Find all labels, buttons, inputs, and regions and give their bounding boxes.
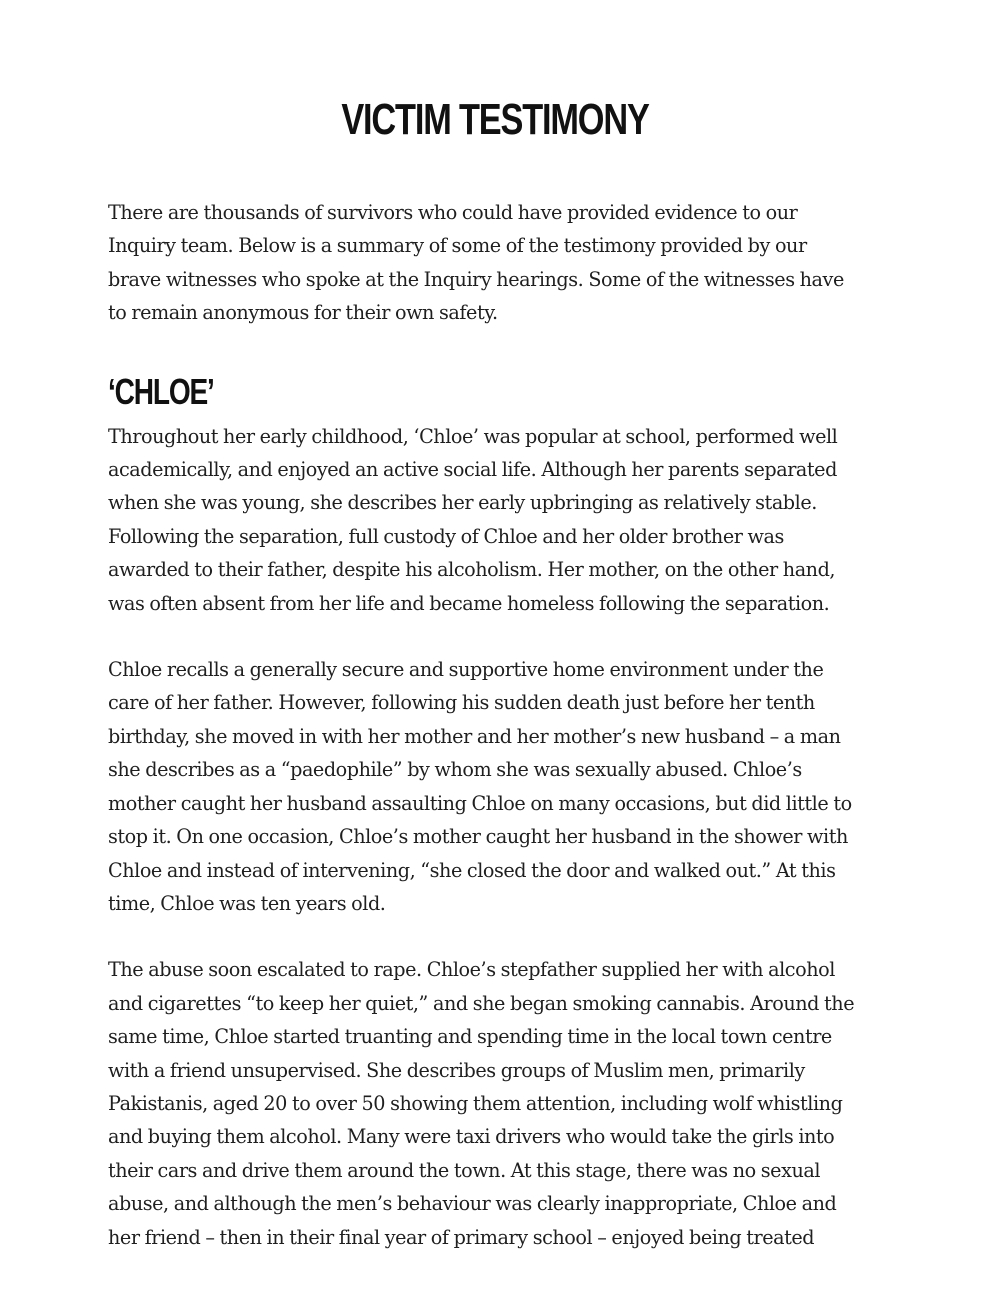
paragraph-line: same time, Chloe started truanting and spending time in the local town centre [108,1025,832,1049]
intro-paragraph [108,196,868,330]
paragraph-line: care of her father. However, following his sudden death just before her tenth [108,691,815,715]
paragraph-line: she describes as a “paedophile” by whom she was sexually abused. Chloe’s [108,758,802,782]
body-paragraph-1 [108,420,868,620]
paragraph-line: mother caught her husband assaulting Chloe on many occasions, but did little to [108,791,852,815]
paragraph-line: academically, and enjoyed an active social life. Although her parents separated [108,458,837,482]
paragraph-line: The abuse soon escalated to rape. Chloe’s stepfather supplied her with alcohol [108,958,835,982]
paragraph-line: time, Chloe was ten years old. [108,891,386,915]
paragraph-line: and cigarettes “to keep her quiet,” and she began smoking cannabis. Around the [108,991,855,1015]
paragraph-line: awarded to their father, despite his alcoholism. Her mother, on the other hand, [108,558,836,582]
page-title: VICTIM TESTIMONY [341,95,649,144]
paragraph-line: stop it. On one occasion, Chloe’s mother caught her husband in the shower with [108,825,848,849]
paragraph-line: their cars and drive them around the town. At this stage, there was no sexual [108,1158,821,1182]
paragraph-line: when she was young, she describes her early upbringing as relatively stable. [108,491,817,515]
paragraph-line: Following the separation, full custody of Chloe and her older brother was [108,524,784,548]
section-heading-wrapper [108,368,868,420]
intro-line: brave witnesses who spoke at the Inquiry hearings. Some of the witnesses have [108,267,844,291]
intro-line: Inquiry team. Below is a summary of some of the testimony provided by our [108,234,807,258]
body-paragraph-3 [108,953,868,1254]
paragraph-line: Chloe and instead of intervening, “she closed the door and walked out.” At this [108,858,836,882]
paragraph-line: was often absent from her life and became homeless following the separation. [108,591,830,615]
section-heading: ‘CHLOE’ [108,370,214,412]
intro-line: There are thousands of survivors who could have provided evidence to our [108,201,798,224]
intro-line: to remain anonymous for their own safety. [108,301,498,325]
paragraph-line: with a friend unsupervised. She describes groups of Muslim men, primarily [108,1058,805,1082]
paragraph-line: birthday, she moved in with her mother and her mother’s new husband – a man [108,724,841,748]
paragraph-line: Throughout her early childhood, ‘Chloe’ was popular at school, performed well [108,424,838,448]
paragraph-line: her friend – then in their final year of primary school – enjoyed being treated [108,1225,815,1249]
paragraph-line: abuse, and although the men’s behaviour was clearly inappropriate, Chloe and [108,1192,837,1216]
paragraph-line: and buying them alcohol. Many were taxi drivers who would take the girls into [108,1125,835,1149]
paragraph-spacer [108,920,868,953]
document-body [108,196,868,1254]
paragraph-line: Chloe recalls a generally secure and supportive home environment under the [108,658,824,682]
body-paragraph-2 [108,653,868,920]
paragraph-line: Pakistanis, aged 20 to over 50 showing them attention, including wolf whistling [108,1091,843,1115]
paragraph-spacer [108,620,868,653]
